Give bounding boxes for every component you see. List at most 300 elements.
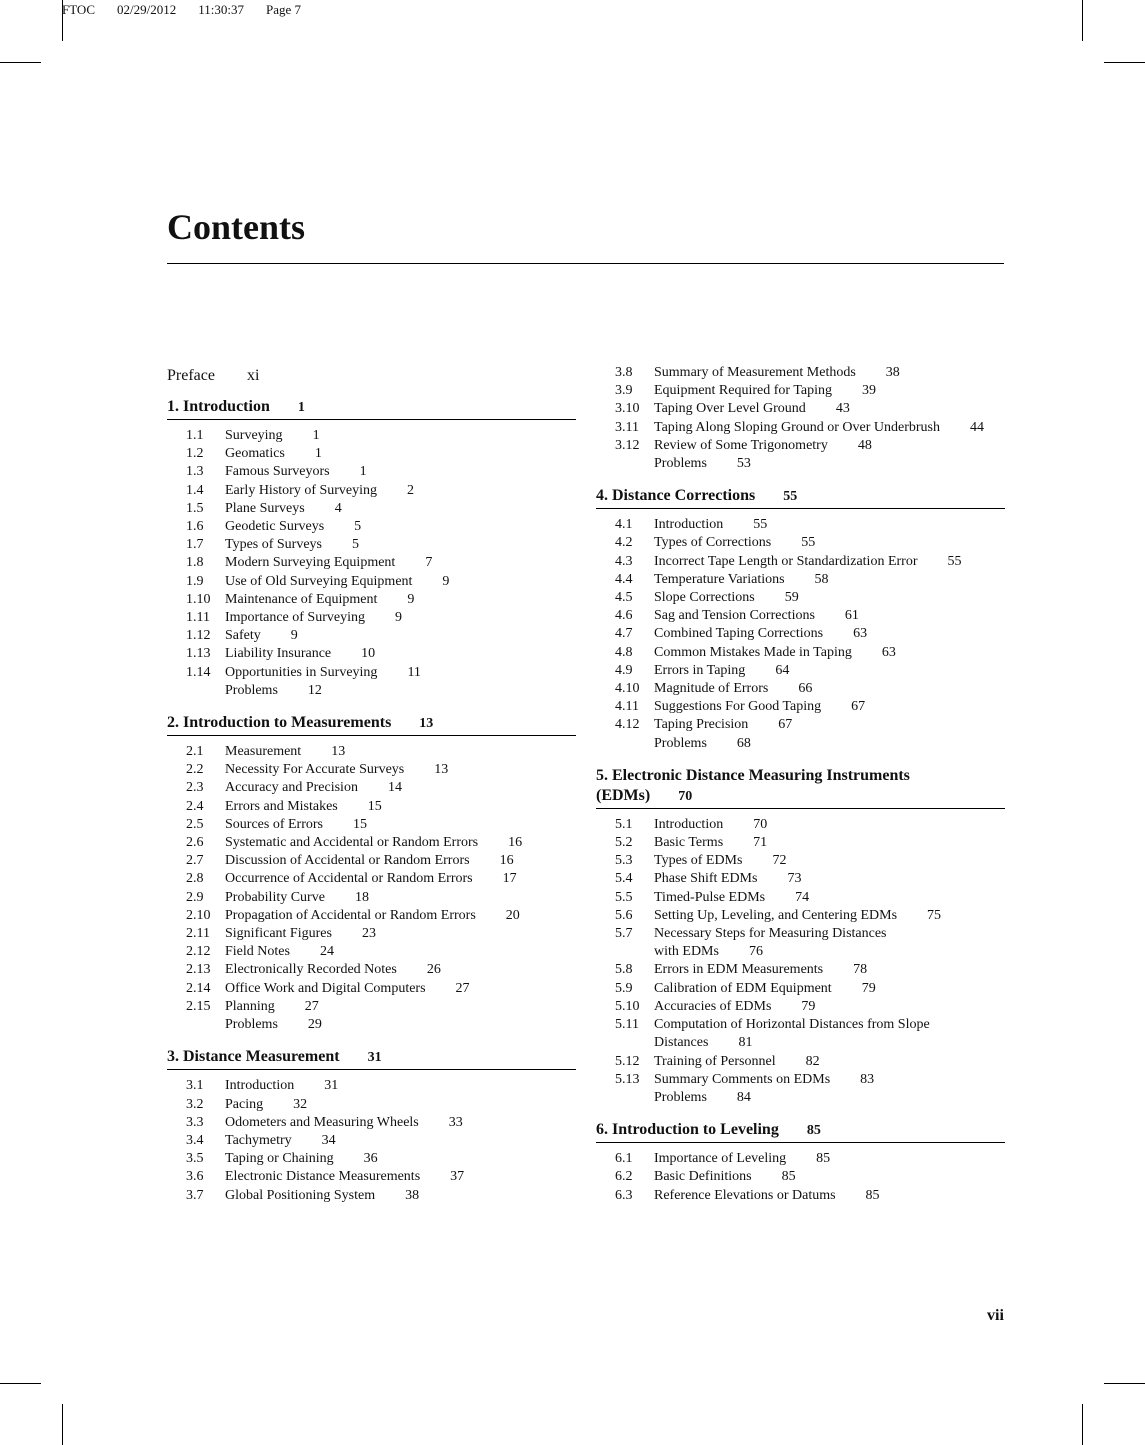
- chapter-heading: [167, 713, 576, 736]
- chapter-title: 1. Introduction: [167, 398, 270, 415]
- section-title: Taping Over Level Ground: [654, 401, 806, 417]
- section-title: Temperature Variations: [654, 571, 785, 587]
- section-title: Importance of Surveying: [225, 610, 365, 626]
- section-number: 5.13: [615, 1071, 640, 1087]
- section-page: 23: [361, 926, 376, 942]
- preface-entry: [167, 366, 576, 386]
- section-entry: [167, 998, 576, 1016]
- section-number: 1.13: [186, 646, 211, 662]
- section-page: 44: [970, 419, 984, 435]
- slug-time: 11:30:37: [198, 2, 244, 17]
- section-entry: [167, 961, 576, 979]
- section-number: 4.1: [615, 517, 633, 533]
- section-number: 5.5: [615, 889, 633, 905]
- chapter-5: [596, 766, 1005, 1107]
- section-page: 74: [795, 889, 810, 905]
- section-number: 2.14: [186, 980, 211, 996]
- section-entry: [167, 445, 576, 463]
- section-number: 4.7: [615, 626, 633, 642]
- section-page: 15: [367, 798, 382, 814]
- section-entry: [167, 573, 576, 591]
- section-page: 71: [753, 835, 768, 851]
- section-page: 79: [861, 980, 876, 996]
- section-title: Types of Corrections: [654, 535, 772, 551]
- section-entry: [596, 1168, 1005, 1186]
- crop-mark: [0, 1383, 41, 1384]
- section-title-continued: Distances: [654, 1035, 709, 1051]
- chapter-title-continued: (EDMs): [596, 786, 651, 804]
- chapter-2: [167, 713, 576, 1034]
- section-page: 36: [363, 1151, 378, 1167]
- section-page: 79: [801, 998, 816, 1014]
- crop-mark: [1104, 62, 1145, 63]
- section-number: 2.6: [186, 835, 204, 851]
- section-page: 9: [290, 628, 298, 644]
- section-number: 1.10: [186, 591, 211, 607]
- section-number: 5.9: [615, 980, 633, 996]
- section-page: 33: [448, 1114, 463, 1130]
- section-page: 59: [784, 590, 799, 606]
- chapter-heading: [596, 766, 1005, 809]
- section-entry: [596, 516, 1005, 534]
- section-number: 3.7: [186, 1187, 204, 1203]
- section-page: 9: [407, 591, 415, 607]
- section-title-continued: with EDMs: [654, 944, 719, 960]
- section-title: Liability Insurance: [225, 646, 332, 662]
- section-title: Occurrence of Accidental or Random Errors: [225, 871, 473, 887]
- section-list: [596, 1150, 1005, 1205]
- section-title: Early History of Surveying: [225, 482, 378, 498]
- section-page: 29: [307, 1017, 322, 1033]
- section-entry: [596, 1150, 1005, 1168]
- title-rule: [167, 263, 1004, 264]
- section-entry: [596, 589, 1005, 607]
- section-page: 48: [857, 437, 872, 453]
- toc-column-left: [167, 366, 576, 1218]
- section-entry: [596, 364, 1005, 382]
- section-entry: [167, 870, 576, 888]
- section-entry: [596, 698, 1005, 716]
- section-page: 34: [321, 1132, 336, 1148]
- section-entry: [167, 779, 576, 797]
- section-title: Measurement: [225, 744, 302, 760]
- section-title: Introduction: [225, 1078, 295, 1094]
- section-title: Taping Precision: [654, 717, 749, 733]
- section-number: 4.5: [615, 590, 633, 606]
- section-entry: [167, 1132, 576, 1150]
- section-title: Summary of Measurement Methods: [654, 365, 856, 380]
- section-page: 26: [426, 962, 441, 978]
- section-entry: [167, 761, 576, 779]
- section-list-continued: [596, 364, 1005, 473]
- section-number: 2.12: [186, 944, 211, 960]
- section-entry: [167, 627, 576, 645]
- section-entry: [596, 852, 1005, 870]
- section-page: 53: [736, 456, 751, 472]
- section-entry: [167, 1096, 576, 1114]
- section-page: 63: [853, 626, 868, 642]
- chapter-page: 31: [367, 1050, 382, 1066]
- section-list: [167, 1077, 576, 1204]
- chapter-title: 2. Introduction to Measurements: [167, 714, 392, 732]
- section-entry: [167, 889, 576, 907]
- section-page: 82: [805, 1053, 820, 1069]
- section-title: Types of Surveys: [225, 537, 323, 553]
- section-entry: [596, 1016, 1005, 1052]
- section-number: 1.7: [186, 537, 204, 553]
- section-page: 38: [405, 1187, 420, 1203]
- section-title: Surveying: [225, 428, 283, 443]
- section-title: Errors and Mistakes: [225, 798, 338, 814]
- chapter-page: 1: [297, 400, 305, 415]
- section-page: 16: [508, 835, 523, 851]
- crop-mark: [1082, 1404, 1083, 1445]
- section-entry: [596, 816, 1005, 834]
- section-page: 24: [319, 944, 334, 960]
- section-entry: [167, 500, 576, 518]
- section-entry: [167, 645, 576, 663]
- section-title: Geodetic Surveys: [225, 519, 325, 535]
- section-page: 15: [352, 816, 367, 832]
- section-number: 2.13: [186, 962, 211, 978]
- section-page: 61: [844, 608, 859, 624]
- section-title: Maintenance of Equipment: [225, 591, 378, 607]
- section-title: Probability Curve: [225, 889, 325, 905]
- chapter-title: 4. Distance Corrections: [596, 487, 756, 505]
- chapter-heading: [596, 486, 1005, 509]
- section-title: Significant Figures: [225, 926, 332, 942]
- section-number: 4.6: [615, 608, 633, 624]
- section-title: Use of Old Surveying Equipment: [225, 573, 413, 589]
- section-title: Training of Personnel: [654, 1053, 776, 1069]
- section-number: 3.9: [615, 383, 633, 399]
- crop-mark: [0, 62, 41, 63]
- section-number: 3.8: [615, 365, 633, 380]
- section-entry: [167, 591, 576, 609]
- section-page: 67: [778, 717, 793, 733]
- section-title: Common Mistakes Made in Taping: [654, 644, 852, 660]
- section-page: 67: [851, 699, 866, 715]
- section-page: 2: [407, 482, 415, 498]
- section-page: 1: [312, 428, 320, 443]
- section-page: 55: [753, 517, 768, 533]
- page-title: Contents: [167, 207, 306, 247]
- chapter-title: 5. Electronic Distance Measuring Instruments: [596, 766, 910, 784]
- section-page: 7: [425, 555, 433, 571]
- preface-label: Preface: [167, 367, 215, 384]
- section-number: 3.4: [186, 1132, 204, 1148]
- section-page: 4: [334, 500, 342, 516]
- chapter-page: 13: [419, 716, 434, 732]
- section-title: Introduction: [654, 517, 724, 533]
- section-title: Opportunities in Surveying: [225, 664, 378, 680]
- section-entry: [167, 1168, 576, 1186]
- section-title: Problems: [654, 456, 707, 472]
- section-entry: [167, 834, 576, 852]
- section-title: Problems: [225, 682, 278, 698]
- section-title: Pacing: [225, 1096, 264, 1112]
- section-number: 4.10: [615, 681, 640, 697]
- section-list: [167, 427, 576, 700]
- section-number: 5.8: [615, 962, 633, 978]
- section-list: [167, 743, 576, 1034]
- section-entry: [596, 870, 1005, 888]
- section-page: 78: [853, 962, 868, 978]
- section-entry: [596, 980, 1005, 998]
- section-list: [596, 816, 1005, 1107]
- section-number: 5.3: [615, 853, 633, 869]
- section-page: 13: [331, 744, 346, 760]
- section-number: 5.1: [615, 816, 633, 832]
- section-entry: [167, 664, 576, 682]
- section-number: 1.5: [186, 500, 204, 516]
- section-title: Basic Terms: [654, 835, 724, 851]
- section-entry: [167, 980, 576, 998]
- section-entry: [167, 427, 576, 445]
- section-number: 1.8: [186, 555, 204, 571]
- section-entry: [167, 1077, 576, 1095]
- section-entry: [167, 907, 576, 925]
- section-title: Sag and Tension Corrections: [654, 608, 815, 624]
- problems-entry: [167, 1016, 576, 1034]
- section-number: 5.6: [615, 907, 633, 923]
- section-number: 2.3: [186, 780, 204, 796]
- section-entry: [167, 482, 576, 500]
- chapter-title: 6. Introduction to Leveling: [596, 1121, 779, 1139]
- toc-column-right: [596, 364, 1005, 1218]
- section-page: 9: [394, 610, 402, 626]
- section-title: Odometers and Measuring Wheels: [225, 1114, 419, 1130]
- section-entry: [167, 852, 576, 870]
- section-number: 1.2: [186, 446, 204, 462]
- section-page: 85: [781, 1169, 796, 1185]
- section-number: 2.10: [186, 907, 211, 923]
- section-title: Summary Comments on EDMs: [654, 1071, 831, 1087]
- section-title: Computation of Horizontal Distances from Slope: [654, 1017, 930, 1033]
- section-title: Phase Shift EDMs: [654, 871, 758, 887]
- preface-page: xi: [246, 367, 260, 384]
- section-title: Importance of Leveling: [654, 1151, 787, 1167]
- section-entry: [167, 463, 576, 481]
- section-number: 2.15: [186, 998, 211, 1014]
- section-title: Systematic and Accidental or Random Errors: [225, 835, 479, 851]
- section-number: 4.8: [615, 644, 633, 660]
- section-page: 13: [434, 762, 449, 778]
- section-title: Basic Definitions: [654, 1169, 752, 1185]
- section-page: 64: [775, 662, 790, 678]
- section-title: Calibration of EDM Equipment: [654, 980, 832, 996]
- crop-mark: [62, 1404, 63, 1445]
- section-entry: [596, 834, 1005, 852]
- section-entry: [596, 437, 1005, 455]
- problems-entry: [596, 455, 1005, 473]
- section-entry: [167, 798, 576, 816]
- section-entry: [596, 419, 1005, 437]
- section-page: 83: [860, 1071, 875, 1087]
- section-title: Electronically Recorded Notes: [225, 962, 397, 978]
- section-page: 16: [499, 853, 514, 869]
- section-entry: [167, 943, 576, 961]
- section-number: 3.10: [615, 401, 640, 417]
- chapter-heading: [596, 1120, 1005, 1143]
- section-number: 6.1: [615, 1151, 633, 1167]
- section-entry: [167, 1187, 576, 1205]
- section-number: 1.14: [186, 664, 211, 680]
- section-page: 20: [505, 907, 520, 923]
- section-page: 38: [885, 365, 900, 380]
- section-page: 84: [736, 1089, 751, 1105]
- section-page: 70: [753, 816, 768, 832]
- section-number: 5.12: [615, 1053, 640, 1069]
- section-title: Office Work and Digital Computers: [225, 980, 426, 996]
- section-title: Global Positioning System: [225, 1187, 376, 1203]
- chapter-page: 70: [678, 788, 693, 804]
- section-page: 63: [881, 644, 896, 660]
- section-entry: [596, 889, 1005, 907]
- slug-page: Page 7: [265, 2, 302, 17]
- chapter-title: 3. Distance Measurement: [167, 1048, 340, 1066]
- section-entry: [596, 1187, 1005, 1205]
- section-number: 2.4: [186, 798, 204, 814]
- section-title: Plane Surveys: [225, 500, 305, 516]
- section-entry: [596, 662, 1005, 680]
- section-title: Accuracy and Precision: [225, 780, 358, 796]
- section-number: 4.12: [615, 717, 640, 733]
- section-entry: [167, 1150, 576, 1168]
- section-number: 4.2: [615, 535, 633, 551]
- section-entry: [167, 536, 576, 554]
- section-title: Setting Up, Leveling, and Centering EDMs: [654, 907, 898, 923]
- chapter-1: [167, 397, 576, 700]
- section-title: Suggestions For Good Taping: [654, 699, 822, 715]
- section-number: 2.8: [186, 871, 204, 887]
- section-title: Problems: [654, 735, 707, 751]
- section-number: 5.4: [615, 871, 633, 887]
- section-number: 1.11: [186, 610, 210, 626]
- section-number: 3.3: [186, 1114, 204, 1130]
- section-entry: [596, 400, 1005, 418]
- slug-date: 02/29/2012: [117, 2, 177, 17]
- slug-code: FTOC: [62, 2, 95, 17]
- section-title: Reference Elevations or Datums: [654, 1187, 836, 1203]
- section-title: Errors in EDM Measurements: [654, 962, 824, 978]
- section-entry: [596, 571, 1005, 589]
- section-number: 1.6: [186, 519, 204, 535]
- section-list: [596, 516, 1005, 753]
- section-page: 17: [502, 871, 517, 887]
- section-title: Accuracies of EDMs: [654, 998, 772, 1014]
- section-title: Errors in Taping: [654, 662, 746, 678]
- section-page: 31: [324, 1078, 339, 1094]
- section-title: Propagation of Accidental or Random Errors: [225, 907, 476, 923]
- section-title: Planning: [225, 998, 275, 1014]
- section-title: Timed-Pulse EDMs: [654, 889, 766, 905]
- section-title: Incorrect Tape Length or Standardization Error: [654, 553, 918, 569]
- section-title: Problems: [654, 1089, 707, 1105]
- section-title: Field Notes: [225, 944, 290, 960]
- section-title: Taping or Chaining: [225, 1151, 334, 1167]
- section-number: 5.7: [615, 926, 633, 942]
- section-number: 6.2: [615, 1169, 633, 1185]
- section-title: Safety: [225, 628, 261, 644]
- section-entry: [167, 743, 576, 761]
- section-page: 75: [927, 907, 942, 923]
- section-page: 10: [361, 646, 376, 662]
- section-entry: [596, 716, 1005, 734]
- section-number: 1.4: [186, 482, 204, 498]
- section-page: 43: [835, 401, 850, 417]
- chapter-4: [596, 486, 1005, 753]
- section-number: 5.11: [615, 1017, 639, 1033]
- section-title: Equipment Required for Taping: [654, 383, 833, 399]
- section-title: Electronic Distance Measurements: [225, 1169, 421, 1185]
- section-entry: [596, 680, 1005, 698]
- section-entry: [596, 1053, 1005, 1071]
- print-slug: [62, 2, 323, 18]
- section-entry: [596, 625, 1005, 643]
- section-entry: [596, 534, 1005, 552]
- crop-mark: [1104, 1383, 1145, 1384]
- section-number: 4.9: [615, 662, 633, 678]
- section-entry: [167, 816, 576, 834]
- problems-entry: [167, 682, 576, 700]
- section-title: Tachymetry: [225, 1132, 292, 1148]
- problems-entry: [596, 735, 1005, 753]
- section-page: 5: [354, 519, 362, 535]
- section-entry: [596, 644, 1005, 662]
- chapter-page: 55: [783, 489, 798, 505]
- section-page: 68: [736, 735, 751, 751]
- chapter-page: 85: [806, 1123, 821, 1139]
- section-number: 5.10: [615, 998, 640, 1014]
- section-number: 1.3: [186, 464, 204, 480]
- section-page: 32: [293, 1096, 308, 1112]
- section-title: Necessity For Accurate Surveys: [225, 762, 405, 778]
- section-number: 3.5: [186, 1151, 204, 1167]
- section-entry: [596, 998, 1005, 1016]
- section-entry: [596, 553, 1005, 571]
- section-entry: [167, 518, 576, 536]
- section-number: 2.2: [186, 762, 204, 778]
- chapter-heading: [167, 1047, 576, 1070]
- section-title: Introduction: [654, 816, 724, 832]
- chapter-heading: [167, 397, 576, 420]
- section-page: 55: [947, 553, 962, 569]
- section-page: 1: [314, 446, 322, 462]
- chapter-6: [596, 1120, 1005, 1205]
- section-entry: [167, 609, 576, 627]
- section-number: 1.9: [186, 573, 204, 589]
- section-page: 66: [798, 681, 813, 697]
- section-number: 2.7: [186, 853, 204, 869]
- section-number: 4.3: [615, 553, 633, 569]
- chapter-3: [167, 1047, 576, 1204]
- section-number: 3.12: [615, 437, 640, 453]
- section-entry: [596, 382, 1005, 400]
- section-number: 5.2: [615, 835, 633, 851]
- section-number: 3.1: [186, 1078, 204, 1094]
- section-page: 85: [865, 1187, 880, 1203]
- section-number: 6.3: [615, 1187, 633, 1203]
- section-page: 14: [387, 780, 402, 796]
- section-number: 2.5: [186, 816, 204, 832]
- section-title: Taping Along Sloping Ground or Over Underbrush: [654, 419, 940, 435]
- section-number: 2.11: [186, 926, 210, 942]
- section-entry: [167, 554, 576, 572]
- section-number: 3.2: [186, 1096, 204, 1112]
- section-page: 58: [814, 571, 829, 587]
- section-title: Slope Corrections: [654, 590, 755, 606]
